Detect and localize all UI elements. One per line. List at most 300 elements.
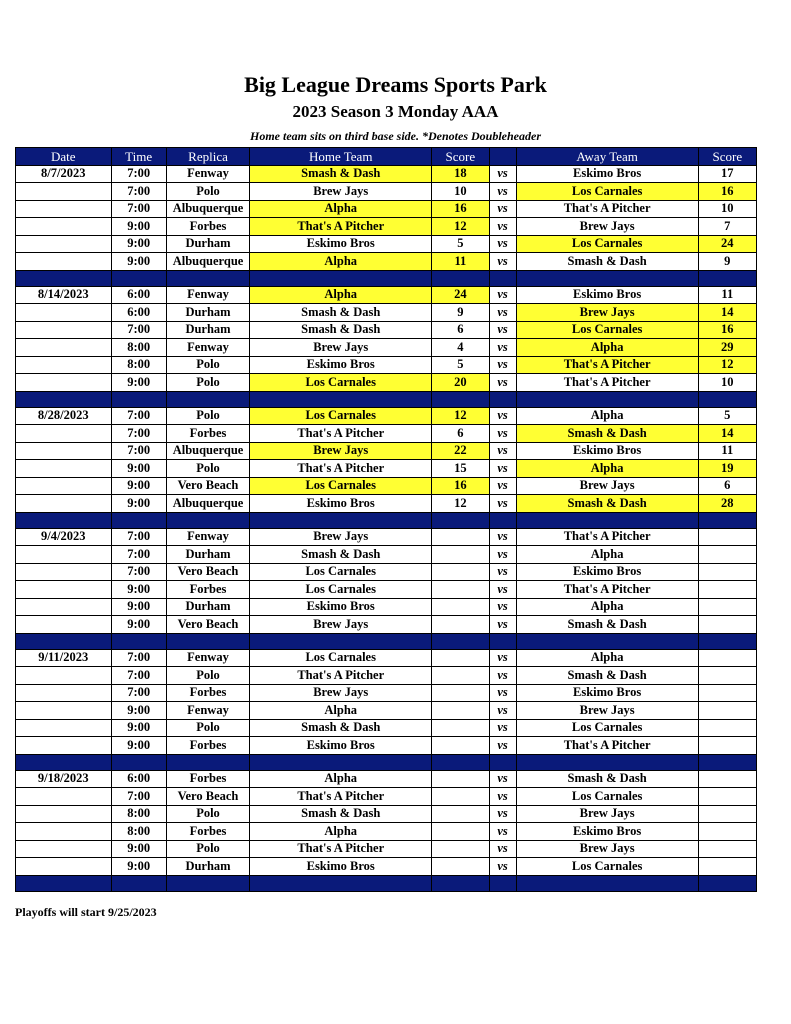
game-time: 8:00: [111, 339, 166, 357]
home-team: Smash & Dash: [250, 165, 432, 183]
game-time: 9:00: [111, 737, 166, 755]
table-row: [16, 495, 757, 513]
away-team: Alpha: [516, 339, 698, 357]
vs-label: vs: [489, 667, 516, 685]
away-team: Smash & Dash: [516, 425, 698, 443]
vs-label: vs: [489, 183, 516, 201]
table-row: [16, 667, 757, 685]
table-row: [16, 702, 757, 720]
separator-cell: [698, 754, 756, 770]
game-time: 9:00: [111, 840, 166, 858]
vs-label: vs: [489, 770, 516, 788]
home-score: 15: [432, 460, 489, 478]
table-row: [16, 563, 757, 581]
vs-label: vs: [489, 616, 516, 634]
vs-label: vs: [489, 442, 516, 460]
away-team: Smash & Dash: [516, 253, 698, 271]
home-team: Los Carnales: [250, 649, 432, 667]
game-date: [16, 442, 112, 460]
home-team: That's A Pitcher: [250, 840, 432, 858]
vs-label: vs: [489, 235, 516, 253]
game-time: 9:00: [111, 235, 166, 253]
vs-label: vs: [489, 356, 516, 374]
home-score: 6: [432, 321, 489, 339]
away-team: Brew Jays: [516, 218, 698, 236]
table-row: [16, 304, 757, 322]
home-score: [432, 616, 489, 634]
separator-cell: [489, 754, 516, 770]
game-replica: Fenway: [166, 165, 249, 183]
home-team: Los Carnales: [250, 563, 432, 581]
week-separator: [16, 512, 757, 528]
home-score: 24: [432, 286, 489, 304]
away-score: 10: [698, 374, 756, 392]
away-team: Eskimo Bros: [516, 684, 698, 702]
game-time: 7:00: [111, 425, 166, 443]
separator-cell: [698, 391, 756, 407]
home-team: Los Carnales: [250, 374, 432, 392]
table-row: [16, 356, 757, 374]
game-replica: Fenway: [166, 286, 249, 304]
separator-cell: [432, 270, 489, 286]
game-replica: Polo: [166, 460, 249, 478]
game-time: 6:00: [111, 286, 166, 304]
game-replica: Polo: [166, 719, 249, 737]
vs-label: vs: [489, 425, 516, 443]
home-score: [432, 719, 489, 737]
game-date: [16, 667, 112, 685]
away-team: Alpha: [516, 407, 698, 425]
game-time: 7:00: [111, 788, 166, 806]
game-time: 9:00: [111, 253, 166, 271]
game-time: 9:00: [111, 719, 166, 737]
table-row: [16, 165, 757, 183]
game-replica: Albuquerque: [166, 253, 249, 271]
game-date: [16, 460, 112, 478]
separator-cell: [166, 875, 249, 891]
game-time: 7:00: [111, 442, 166, 460]
away-score: [698, 581, 756, 599]
game-time: 9:00: [111, 598, 166, 616]
separator-cell: [166, 633, 249, 649]
away-score: [698, 684, 756, 702]
away-team: That's A Pitcher: [516, 374, 698, 392]
table-row: [16, 442, 757, 460]
home-score: 5: [432, 356, 489, 374]
game-time: 7:00: [111, 321, 166, 339]
home-score: 10: [432, 183, 489, 201]
home-score: 9: [432, 304, 489, 322]
game-replica: Polo: [166, 805, 249, 823]
away-score: [698, 616, 756, 634]
playoffs-note: Playoffs will start 9/25/2023: [15, 905, 157, 919]
table-row: [16, 684, 757, 702]
home-team: Brew Jays: [250, 616, 432, 634]
away-team: That's A Pitcher: [516, 581, 698, 599]
home-score: [432, 737, 489, 755]
game-time: 7:00: [111, 563, 166, 581]
separator-cell: [489, 875, 516, 891]
separator-cell: [432, 875, 489, 891]
home-team: Alpha: [250, 253, 432, 271]
table-row: [16, 528, 757, 546]
separator-cell: [250, 754, 432, 770]
vs-label: vs: [489, 374, 516, 392]
away-team: That's A Pitcher: [516, 737, 698, 755]
col-replica: Replica: [166, 148, 249, 166]
separator-cell: [250, 875, 432, 891]
table-row: [16, 649, 757, 667]
game-replica: Durham: [166, 598, 249, 616]
home-score: [432, 770, 489, 788]
week-separator: [16, 875, 757, 891]
vs-label: vs: [489, 563, 516, 581]
game-replica: Polo: [166, 183, 249, 201]
away-score: [698, 649, 756, 667]
season-subtitle: 2023 Season 3 Monday AAA: [292, 102, 499, 121]
home-score: [432, 563, 489, 581]
separator-cell: [516, 754, 698, 770]
game-date: [16, 495, 112, 513]
table-header-row: [16, 148, 757, 166]
week-separator: [16, 391, 757, 407]
game-date: [16, 253, 112, 271]
game-date: [16, 218, 112, 236]
table-row: [16, 858, 757, 876]
separator-cell: [698, 270, 756, 286]
away-score: [698, 840, 756, 858]
game-replica: Polo: [166, 840, 249, 858]
table-row: [16, 840, 757, 858]
game-time: 7:00: [111, 649, 166, 667]
vs-label: vs: [489, 200, 516, 218]
game-replica: Forbes: [166, 581, 249, 599]
home-team: Smash & Dash: [250, 805, 432, 823]
away-score: 7: [698, 218, 756, 236]
home-team: That's A Pitcher: [250, 667, 432, 685]
home-team: Los Carnales: [250, 407, 432, 425]
away-score: 28: [698, 495, 756, 513]
vs-label: vs: [489, 737, 516, 755]
home-score: 18: [432, 165, 489, 183]
separator-cell: [16, 633, 112, 649]
away-score: [698, 667, 756, 685]
game-replica: Polo: [166, 374, 249, 392]
away-team: Brew Jays: [516, 304, 698, 322]
table-row: [16, 770, 757, 788]
separator-cell: [111, 512, 166, 528]
separator-cell: [432, 633, 489, 649]
vs-label: vs: [489, 684, 516, 702]
game-date: [16, 737, 112, 755]
week-separator: [16, 754, 757, 770]
game-time: 8:00: [111, 356, 166, 374]
away-team: Brew Jays: [516, 840, 698, 858]
away-team: Smash & Dash: [516, 667, 698, 685]
game-date: [16, 321, 112, 339]
vs-label: vs: [489, 788, 516, 806]
home-team: Alpha: [250, 823, 432, 841]
home-team: Alpha: [250, 286, 432, 304]
table-row: [16, 235, 757, 253]
game-time: 9:00: [111, 477, 166, 495]
game-date: [16, 788, 112, 806]
separator-cell: [250, 270, 432, 286]
game-date: [16, 183, 112, 201]
home-score: [432, 649, 489, 667]
home-score: 22: [432, 442, 489, 460]
game-date: [16, 200, 112, 218]
home-score: [432, 546, 489, 564]
away-team: Los Carnales: [516, 719, 698, 737]
game-date: [16, 616, 112, 634]
away-score: [698, 546, 756, 564]
vs-label: vs: [489, 528, 516, 546]
home-score: [432, 805, 489, 823]
game-date: [16, 581, 112, 599]
game-time: 9:00: [111, 616, 166, 634]
game-date: 9/11/2023: [16, 649, 112, 667]
table-row: [16, 253, 757, 271]
game-date: 8/28/2023: [16, 407, 112, 425]
away-team: Eskimo Bros: [516, 823, 698, 841]
game-replica: Albuquerque: [166, 495, 249, 513]
game-time: 9:00: [111, 858, 166, 876]
home-team: Alpha: [250, 200, 432, 218]
away-team: That's A Pitcher: [516, 356, 698, 374]
vs-label: vs: [489, 286, 516, 304]
table-row: [16, 407, 757, 425]
table-row: [16, 218, 757, 236]
game-replica: Vero Beach: [166, 616, 249, 634]
away-team: That's A Pitcher: [516, 200, 698, 218]
away-team: Brew Jays: [516, 702, 698, 720]
game-replica: Forbes: [166, 218, 249, 236]
separator-cell: [166, 754, 249, 770]
vs-label: vs: [489, 546, 516, 564]
home-score: [432, 788, 489, 806]
away-score: 11: [698, 286, 756, 304]
home-team: Eskimo Bros: [250, 598, 432, 616]
away-team: Smash & Dash: [516, 770, 698, 788]
table-row: [16, 788, 757, 806]
home-team: That's A Pitcher: [250, 425, 432, 443]
home-score: [432, 702, 489, 720]
table-row: [16, 183, 757, 201]
home-score: 11: [432, 253, 489, 271]
separator-cell: [489, 270, 516, 286]
vs-label: vs: [489, 581, 516, 599]
separator-cell: [250, 633, 432, 649]
game-time: 9:00: [111, 460, 166, 478]
vs-label: vs: [489, 253, 516, 271]
page-title: Big League Dreams Sports Park: [244, 72, 547, 97]
separator-cell: [432, 391, 489, 407]
table-row: [16, 805, 757, 823]
separator-cell: [698, 512, 756, 528]
away-score: 16: [698, 183, 756, 201]
game-date: [16, 356, 112, 374]
away-team: Alpha: [516, 460, 698, 478]
away-team: Los Carnales: [516, 788, 698, 806]
home-score: [432, 667, 489, 685]
game-time: 7:00: [111, 546, 166, 564]
game-date: [16, 719, 112, 737]
game-replica: Polo: [166, 667, 249, 685]
table-row: [16, 616, 757, 634]
separator-cell: [16, 754, 112, 770]
game-date: [16, 684, 112, 702]
home-score: 16: [432, 477, 489, 495]
separator-cell: [16, 875, 112, 891]
separator-cell: [516, 270, 698, 286]
vs-label: vs: [489, 460, 516, 478]
away-score: [698, 598, 756, 616]
home-team: Los Carnales: [250, 581, 432, 599]
away-team: That's A Pitcher: [516, 528, 698, 546]
col-away-team: Away Team: [516, 148, 698, 166]
home-team: Brew Jays: [250, 684, 432, 702]
game-date: 8/14/2023: [16, 286, 112, 304]
separator-cell: [111, 633, 166, 649]
game-replica: Fenway: [166, 649, 249, 667]
home-team: Brew Jays: [250, 339, 432, 357]
away-team: Eskimo Bros: [516, 165, 698, 183]
game-replica: Forbes: [166, 737, 249, 755]
game-time: 7:00: [111, 165, 166, 183]
away-score: 6: [698, 477, 756, 495]
vs-label: vs: [489, 840, 516, 858]
vs-label: vs: [489, 649, 516, 667]
game-replica: Durham: [166, 546, 249, 564]
game-date: 9/4/2023: [16, 528, 112, 546]
vs-label: vs: [489, 858, 516, 876]
away-score: 29: [698, 339, 756, 357]
col-vs: [489, 148, 516, 166]
game-time: 8:00: [111, 823, 166, 841]
home-team: Smash & Dash: [250, 321, 432, 339]
table-row: [16, 823, 757, 841]
game-replica: Fenway: [166, 528, 249, 546]
game-time: 6:00: [111, 770, 166, 788]
away-team: Smash & Dash: [516, 495, 698, 513]
vs-label: vs: [489, 339, 516, 357]
away-team: Los Carnales: [516, 183, 698, 201]
separator-cell: [16, 391, 112, 407]
table-row: [16, 286, 757, 304]
separator-cell: [111, 875, 166, 891]
home-team: Eskimo Bros: [250, 495, 432, 513]
home-score: [432, 823, 489, 841]
separator-cell: [111, 391, 166, 407]
home-score: 12: [432, 407, 489, 425]
home-team: Eskimo Bros: [250, 356, 432, 374]
game-replica: Durham: [166, 858, 249, 876]
game-time: 7:00: [111, 684, 166, 702]
game-time: 7:00: [111, 407, 166, 425]
home-score: [432, 528, 489, 546]
away-score: 5: [698, 407, 756, 425]
away-score: [698, 737, 756, 755]
col-home-score: Score: [432, 148, 489, 166]
away-score: 9: [698, 253, 756, 271]
game-date: [16, 702, 112, 720]
col-away-score: Score: [698, 148, 756, 166]
separator-cell: [250, 391, 432, 407]
away-score: 14: [698, 304, 756, 322]
game-replica: Durham: [166, 235, 249, 253]
game-time: 7:00: [111, 183, 166, 201]
away-score: 11: [698, 442, 756, 460]
table-row: [16, 737, 757, 755]
away-team: Alpha: [516, 649, 698, 667]
game-date: [16, 425, 112, 443]
home-team: Brew Jays: [250, 183, 432, 201]
away-score: [698, 805, 756, 823]
home-team: That's A Pitcher: [250, 788, 432, 806]
game-time: 7:00: [111, 200, 166, 218]
table-row: [16, 719, 757, 737]
game-replica: Vero Beach: [166, 477, 249, 495]
home-team: Smash & Dash: [250, 546, 432, 564]
game-date: [16, 858, 112, 876]
game-date: [16, 563, 112, 581]
home-score: [432, 598, 489, 616]
home-team: Los Carnales: [250, 477, 432, 495]
away-score: [698, 719, 756, 737]
home-team: That's A Pitcher: [250, 460, 432, 478]
away-score: [698, 823, 756, 841]
game-replica: Durham: [166, 321, 249, 339]
away-score: [698, 528, 756, 546]
away-team: Alpha: [516, 546, 698, 564]
week-separator: [16, 270, 757, 286]
game-replica: Polo: [166, 356, 249, 374]
away-team: Los Carnales: [516, 858, 698, 876]
away-team: Eskimo Bros: [516, 563, 698, 581]
table-row: [16, 477, 757, 495]
game-date: [16, 374, 112, 392]
home-team: Brew Jays: [250, 442, 432, 460]
table-row: [16, 200, 757, 218]
away-score: [698, 770, 756, 788]
home-team: Alpha: [250, 770, 432, 788]
game-time: 9:00: [111, 374, 166, 392]
home-team: Eskimo Bros: [250, 858, 432, 876]
game-time: 9:00: [111, 702, 166, 720]
game-date: [16, 304, 112, 322]
separator-cell: [432, 754, 489, 770]
col-date: Date: [16, 148, 112, 166]
game-replica: Fenway: [166, 339, 249, 357]
separator-cell: [250, 512, 432, 528]
away-score: [698, 702, 756, 720]
separator-cell: [698, 633, 756, 649]
away-score: 19: [698, 460, 756, 478]
home-score: [432, 581, 489, 599]
separator-cell: [432, 512, 489, 528]
home-score: [432, 840, 489, 858]
game-replica: Vero Beach: [166, 563, 249, 581]
away-score: [698, 788, 756, 806]
game-replica: Fenway: [166, 702, 249, 720]
home-score: 20: [432, 374, 489, 392]
away-team: Brew Jays: [516, 805, 698, 823]
vs-label: vs: [489, 823, 516, 841]
game-date: [16, 235, 112, 253]
table-row: [16, 425, 757, 443]
vs-label: vs: [489, 304, 516, 322]
